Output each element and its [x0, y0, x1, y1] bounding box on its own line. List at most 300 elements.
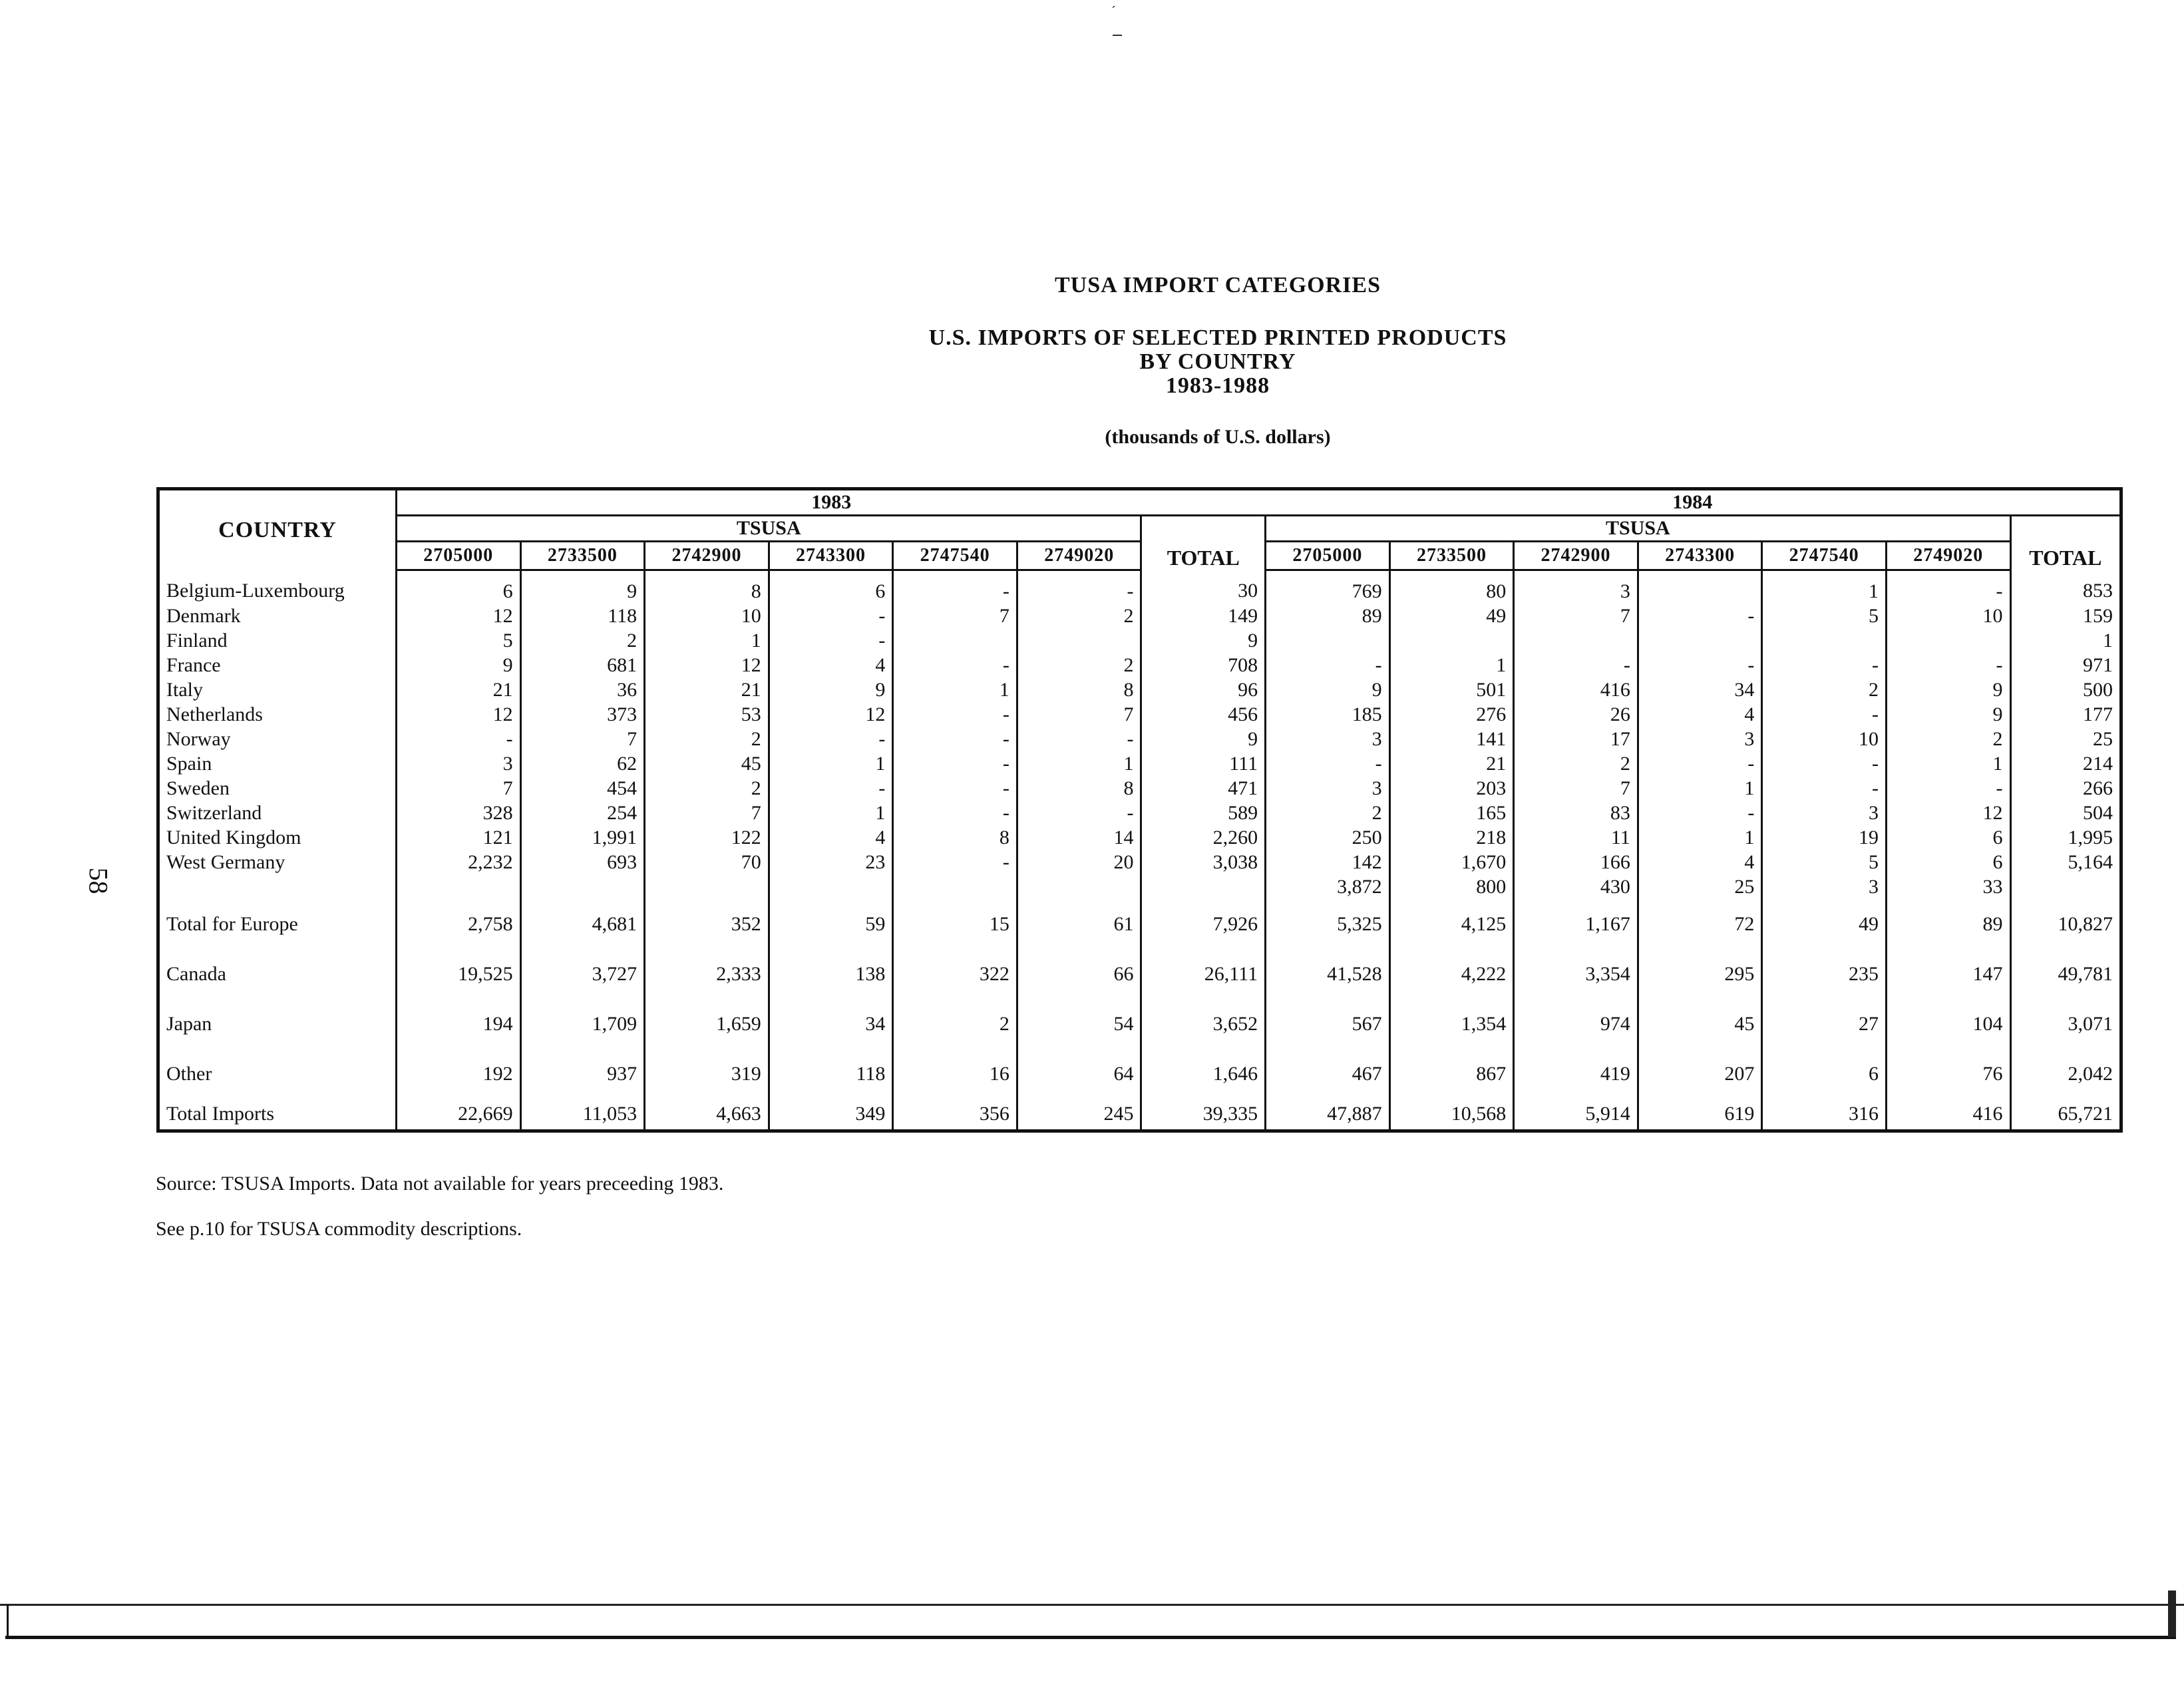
- country-name-cell: Belgium-Luxembourg: [158, 570, 397, 604]
- value-cell: -: [1638, 653, 1762, 677]
- value-cell: -: [1886, 570, 2010, 604]
- value-cell: 1,995: [2068, 827, 2113, 848]
- value-cell: 62: [520, 751, 645, 776]
- value-cell: 4,663: [645, 1099, 769, 1131]
- value-cell: 53: [645, 702, 769, 727]
- value-cell: 1,167: [1514, 899, 1638, 949]
- table-row: [158, 1099, 2121, 1131]
- value-cell: 64: [1017, 1049, 1141, 1099]
- country-name-cell: Japan: [158, 999, 397, 1049]
- value-cell: 21: [397, 677, 521, 702]
- table-row: [158, 999, 2121, 1049]
- value-cell: 3: [1266, 727, 1390, 751]
- value-cell: 3: [1514, 570, 1638, 604]
- country-name-cell: Switzerland: [158, 801, 397, 825]
- table-row: [158, 677, 2121, 702]
- value-cell: 3: [1762, 874, 1887, 899]
- bottom-bracket-right: [2168, 1590, 2176, 1637]
- value-cell: 192: [397, 1049, 521, 1099]
- value-cell: 61: [1017, 899, 1141, 949]
- value-cell: 319: [645, 1049, 769, 1099]
- value-cell: -: [1514, 653, 1638, 677]
- see-note: See p.10 for TSUSA commodity descriptions.: [156, 1218, 522, 1240]
- value-cell: -: [1762, 776, 1887, 801]
- imports-table: [156, 487, 2123, 1133]
- value-cell: 26,111: [1141, 949, 1266, 999]
- document-category-title: TUSA IMPORT CATEGORIES: [1055, 273, 1381, 297]
- value-cell: 3,872: [1266, 874, 1390, 899]
- value-cell: 467: [1266, 1049, 1390, 1099]
- value-cell: 2: [520, 628, 645, 653]
- table-row: [158, 825, 2121, 850]
- value-cell: 471: [1141, 776, 1266, 801]
- value-cell: 416: [1886, 1099, 2010, 1131]
- value-cell: 1: [1638, 776, 1762, 801]
- value-cell: 1: [1389, 653, 1514, 677]
- value-cell: -: [1017, 727, 1141, 751]
- table-row: [158, 899, 2121, 949]
- value-cell: 2: [1266, 801, 1390, 825]
- value-cell: 5: [1762, 604, 1887, 628]
- value-cell: 4: [1638, 702, 1762, 727]
- value-cell: 11: [1514, 825, 1638, 850]
- value-cell: 111: [1141, 751, 1266, 776]
- value-cell: 769: [1266, 570, 1390, 604]
- table-row: [158, 949, 2121, 999]
- value-cell: 185: [1266, 702, 1390, 727]
- code-header: 2747540: [893, 542, 1017, 570]
- value-cell: 7: [1514, 776, 1638, 801]
- value-cell: 1,659: [645, 999, 769, 1049]
- code-header: 2733500: [1389, 542, 1514, 570]
- value-cell: 6: [769, 570, 893, 604]
- table-row: [158, 874, 2121, 899]
- value-cell: 8: [1017, 776, 1141, 801]
- country-name-cell: Norway: [158, 727, 397, 751]
- code-header: 2747540: [1762, 542, 1887, 570]
- value-cell: [397, 874, 521, 899]
- value-cell: 8: [645, 570, 769, 604]
- value-cell: 1: [893, 677, 1017, 702]
- value-cell: [893, 874, 1017, 899]
- value-cell: 11,053: [520, 1099, 645, 1131]
- value-cell: -: [893, 801, 1017, 825]
- value-cell: 3,727: [520, 949, 645, 999]
- value-cell: 1,709: [520, 999, 645, 1049]
- value-cell: 12: [1886, 801, 2010, 825]
- value-cell: 25: [1638, 874, 1762, 899]
- country-name-cell: Total for Europe: [158, 899, 397, 949]
- value-cell: 4: [769, 825, 893, 850]
- value-cell: -: [893, 702, 1017, 727]
- code-header: 2705000: [397, 542, 521, 570]
- value-cell: -: [1762, 751, 1887, 776]
- value-cell: 1: [1886, 751, 2010, 776]
- value-cell: 2: [1017, 604, 1141, 628]
- country-name-cell: Netherlands: [158, 702, 397, 727]
- value-cell: 8: [893, 825, 1017, 850]
- value-cell: 693: [520, 850, 645, 874]
- year-1984-header: 1984: [1266, 489, 2121, 516]
- value-cell: 5,164: [2068, 851, 2113, 873]
- value-cell: 245: [1017, 1099, 1141, 1131]
- value-cell: 500: [2083, 679, 2113, 701]
- value-cell: 2,042: [2068, 1062, 2113, 1085]
- value-cell: 295: [1638, 949, 1762, 999]
- total-1983-header: TOTAL: [1141, 516, 1266, 570]
- value-cell: 49,781: [2058, 962, 2113, 985]
- value-cell: 15: [893, 899, 1017, 949]
- value-cell: -: [1638, 801, 1762, 825]
- value-cell: 34: [1638, 677, 1762, 702]
- value-cell: 3,652: [1141, 999, 1266, 1049]
- value-cell: 83: [1514, 801, 1638, 825]
- value-cell: 4,222: [1389, 949, 1514, 999]
- value-cell: 218: [1389, 825, 1514, 850]
- country-name-cell: Italy: [158, 677, 397, 702]
- value-cell: 14: [1017, 825, 1141, 850]
- value-cell: 30: [1141, 570, 1266, 604]
- units-caption: (thousands of U.S. dollars): [1105, 426, 1331, 448]
- value-cell: 72: [1638, 899, 1762, 949]
- value-cell: 2: [645, 727, 769, 751]
- value-cell: 47,887: [1266, 1099, 1390, 1131]
- value-cell: 76: [1886, 1049, 2010, 1099]
- value-cell: 10: [1886, 604, 2010, 628]
- country-name-cell: France: [158, 653, 397, 677]
- value-cell: 589: [1141, 801, 1266, 825]
- value-cell: 3,038: [1141, 850, 1266, 874]
- value-cell: 149: [1141, 604, 1266, 628]
- value-cell: 349: [769, 1099, 893, 1131]
- total-1984-header: TOTAL: [2010, 516, 2121, 570]
- value-cell: 971: [2083, 654, 2113, 676]
- value-cell: 6: [1886, 850, 2010, 874]
- value-cell: 214: [2083, 753, 2113, 775]
- value-cell: 9: [1266, 677, 1390, 702]
- value-cell: 266: [2083, 777, 2113, 799]
- value-cell: 165: [1389, 801, 1514, 825]
- value-cell: 853: [2083, 580, 2113, 602]
- code-header: 2749020: [1017, 542, 1141, 570]
- country-name-cell: Canada: [158, 949, 397, 999]
- page-number: 58: [83, 867, 114, 894]
- imports-table-body: [158, 570, 2121, 1131]
- value-cell: 9: [1886, 702, 2010, 727]
- value-cell: [1886, 628, 2010, 653]
- value-cell: -: [1762, 653, 1887, 677]
- value-cell: 10,827: [2058, 912, 2113, 935]
- value-cell: -: [893, 727, 1017, 751]
- bottom-rule: [5, 1636, 2176, 1639]
- value-cell: [1389, 628, 1514, 653]
- value-cell: 2: [1017, 653, 1141, 677]
- value-cell: [1017, 628, 1141, 653]
- value-cell: 3,071: [2068, 1012, 2113, 1035]
- value-cell: 373: [520, 702, 645, 727]
- value-cell: 8: [1017, 677, 1141, 702]
- value-cell: [1514, 628, 1638, 653]
- value-cell: 70: [645, 850, 769, 874]
- value-cell: 7: [1514, 604, 1638, 628]
- value-cell: 5: [1762, 850, 1887, 874]
- value-cell: [893, 628, 1017, 653]
- value-cell: 21: [645, 677, 769, 702]
- value-cell: [1638, 628, 1762, 653]
- value-cell: [769, 874, 893, 899]
- value-cell: 23: [769, 850, 893, 874]
- country-name-cell: Other: [158, 1049, 397, 1099]
- value-cell: 5,325: [1266, 899, 1390, 949]
- table-row: [158, 653, 2121, 677]
- code-header: 2705000: [1266, 542, 1390, 570]
- value-cell: 937: [520, 1049, 645, 1099]
- table-row: [158, 1049, 2121, 1099]
- value-cell: [2010, 874, 2121, 899]
- value-cell: [1141, 874, 1266, 899]
- value-cell: 12: [397, 702, 521, 727]
- value-cell: 250: [1266, 825, 1390, 850]
- value-cell: 456: [1141, 702, 1266, 727]
- value-cell: 36: [520, 677, 645, 702]
- value-cell: 1: [769, 751, 893, 776]
- country-name-cell: Spain: [158, 751, 397, 776]
- value-cell: 194: [397, 999, 521, 1049]
- value-cell: 49: [1762, 899, 1887, 949]
- value-cell: 9: [1886, 677, 2010, 702]
- value-cell: 3: [1638, 727, 1762, 751]
- value-cell: -: [397, 727, 521, 751]
- code-header: 2742900: [1514, 542, 1638, 570]
- value-cell: 2: [645, 776, 769, 801]
- value-cell: 147: [1886, 949, 2010, 999]
- top-tick-mark: ´: [1111, 4, 1116, 19]
- value-cell: 7: [397, 776, 521, 801]
- value-cell: [645, 874, 769, 899]
- value-cell: 3,354: [1514, 949, 1638, 999]
- bottom-rule-top: [0, 1604, 2184, 1606]
- value-cell: [520, 874, 645, 899]
- value-cell: 2,333: [645, 949, 769, 999]
- value-cell: [1017, 874, 1141, 899]
- value-cell: 5: [397, 628, 521, 653]
- value-cell: 708: [1141, 653, 1266, 677]
- value-cell: 20: [1017, 850, 1141, 874]
- value-cell: 203: [1389, 776, 1514, 801]
- value-cell: 166: [1514, 850, 1638, 874]
- value-cell: 10: [645, 604, 769, 628]
- title-line-1: U.S. IMPORTS OF SELECTED PRINTED PRODUCTS: [928, 325, 1507, 350]
- value-cell: 7: [520, 727, 645, 751]
- tsusa-1983-header: TSUSA: [397, 516, 1141, 542]
- value-cell: -: [1017, 570, 1141, 604]
- value-cell: 12: [645, 653, 769, 677]
- value-cell: 10,568: [1389, 1099, 1514, 1131]
- value-cell: 104: [1886, 999, 2010, 1049]
- table-row: [158, 850, 2121, 874]
- value-cell: -: [1266, 653, 1390, 677]
- value-cell: -: [769, 604, 893, 628]
- value-cell: -: [1886, 776, 2010, 801]
- value-cell: 416: [1514, 677, 1638, 702]
- value-cell: 142: [1266, 850, 1390, 874]
- value-cell: 159: [2083, 605, 2113, 627]
- value-cell: 34: [769, 999, 893, 1049]
- value-cell: 19: [1762, 825, 1887, 850]
- value-cell: [1638, 570, 1762, 604]
- table-row: [158, 776, 2121, 801]
- value-cell: -: [893, 751, 1017, 776]
- value-cell: -: [769, 628, 893, 653]
- value-cell: 454: [520, 776, 645, 801]
- code-header: 2743300: [1638, 542, 1762, 570]
- value-cell: 3: [397, 751, 521, 776]
- value-cell: 2,758: [397, 899, 521, 949]
- country-name-cell: West Germany: [158, 850, 397, 874]
- value-cell: 1: [1017, 751, 1141, 776]
- code-header: 2749020: [1886, 542, 2010, 570]
- value-cell: 2: [1886, 727, 2010, 751]
- country-name-cell: Denmark: [158, 604, 397, 628]
- value-cell: 3: [1762, 801, 1887, 825]
- title-line-3: 1983-1988: [1165, 373, 1270, 398]
- value-cell: -: [1886, 653, 2010, 677]
- value-cell: -: [893, 653, 1017, 677]
- country-name-cell: Sweden: [158, 776, 397, 801]
- value-cell: -: [769, 776, 893, 801]
- value-cell: 9: [1141, 727, 1266, 751]
- value-cell: 322: [893, 949, 1017, 999]
- value-cell: 4: [1638, 850, 1762, 874]
- value-cell: 7,926: [1141, 899, 1266, 949]
- value-cell: 49: [1389, 604, 1514, 628]
- value-cell: 419: [1514, 1049, 1638, 1099]
- value-cell: 501: [1389, 677, 1514, 702]
- value-cell: 25: [2093, 728, 2113, 750]
- value-cell: 7: [893, 604, 1017, 628]
- value-cell: -: [893, 570, 1017, 604]
- value-cell: 21: [1389, 751, 1514, 776]
- value-cell: 316: [1762, 1099, 1887, 1131]
- value-cell: 118: [769, 1049, 893, 1099]
- value-cell: 6: [1886, 825, 2010, 850]
- value-cell: 59: [769, 899, 893, 949]
- value-cell: -: [1762, 702, 1887, 727]
- value-cell: 118: [520, 604, 645, 628]
- value-cell: 1: [2103, 630, 2113, 652]
- value-cell: 7: [645, 801, 769, 825]
- value-cell: 16: [893, 1049, 1017, 1099]
- table-row: [158, 702, 2121, 727]
- value-cell: -: [1638, 604, 1762, 628]
- country-name-cell: [158, 874, 397, 899]
- value-cell: 6: [397, 570, 521, 604]
- value-cell: 328: [397, 801, 521, 825]
- value-cell: 1,991: [520, 825, 645, 850]
- value-cell: 681: [520, 653, 645, 677]
- value-cell: 89: [1266, 604, 1390, 628]
- value-cell: 80: [1389, 570, 1514, 604]
- value-cell: -: [1017, 801, 1141, 825]
- code-header: 2733500: [520, 542, 645, 570]
- value-cell: 9: [1141, 628, 1266, 653]
- value-cell: 4,125: [1389, 899, 1514, 949]
- value-cell: 9: [397, 653, 521, 677]
- value-cell: 9: [769, 677, 893, 702]
- country-name-cell: United Kingdom: [158, 825, 397, 850]
- value-cell: 2: [893, 999, 1017, 1049]
- value-cell: 254: [520, 801, 645, 825]
- value-cell: 39,335: [1141, 1099, 1266, 1131]
- value-cell: 800: [1389, 874, 1514, 899]
- value-cell: 17: [1514, 727, 1638, 751]
- value-cell: 41,528: [1266, 949, 1390, 999]
- value-cell: 6: [1762, 1049, 1887, 1099]
- tsusa-1984-header: TSUSA: [1266, 516, 2010, 542]
- value-cell: 66: [1017, 949, 1141, 999]
- table-row: [158, 727, 2121, 751]
- value-cell: 10: [1762, 727, 1887, 751]
- value-cell: 89: [1886, 899, 2010, 949]
- country-name-cell: Finland: [158, 628, 397, 653]
- document-title: [838, 326, 1597, 398]
- value-cell: 2: [1762, 677, 1887, 702]
- table-row: [158, 628, 2121, 653]
- value-cell: 45: [645, 751, 769, 776]
- top-dash-mark: [1113, 35, 1122, 36]
- table-row: [158, 751, 2121, 776]
- value-cell: 27: [1762, 999, 1887, 1049]
- value-cell: 235: [1762, 949, 1887, 999]
- value-cell: 356: [893, 1099, 1017, 1131]
- value-cell: 65,721: [2058, 1103, 2113, 1125]
- value-cell: 1,670: [1389, 850, 1514, 874]
- value-cell: 430: [1514, 874, 1638, 899]
- value-cell: 141: [1389, 727, 1514, 751]
- value-cell: 9: [520, 570, 645, 604]
- value-cell: 121: [397, 825, 521, 850]
- year-1983-header: 1983: [397, 489, 1266, 516]
- title-line-2: BY COUNTRY: [1139, 349, 1296, 374]
- value-cell: 33: [1886, 874, 2010, 899]
- value-cell: 276: [1389, 702, 1514, 727]
- value-cell: 4,681: [520, 899, 645, 949]
- source-note: Source: TSUSA Imports. Data not available for years preceeding 1983.: [156, 1173, 724, 1195]
- value-cell: 54: [1017, 999, 1141, 1049]
- value-cell: 619: [1638, 1099, 1762, 1131]
- value-cell: 4: [769, 653, 893, 677]
- table-row: [158, 604, 2121, 628]
- value-cell: -: [769, 727, 893, 751]
- value-cell: 1: [1762, 570, 1887, 604]
- value-cell: -: [1266, 751, 1390, 776]
- value-cell: 1: [769, 801, 893, 825]
- value-cell: 867: [1389, 1049, 1514, 1099]
- value-cell: 12: [769, 702, 893, 727]
- code-header: 2742900: [645, 542, 769, 570]
- value-cell: 1: [1638, 825, 1762, 850]
- value-cell: 138: [769, 949, 893, 999]
- value-cell: [1762, 628, 1887, 653]
- value-cell: 12: [397, 604, 521, 628]
- value-cell: -: [893, 850, 1017, 874]
- value-cell: 974: [1514, 999, 1638, 1049]
- value-cell: 122: [645, 825, 769, 850]
- value-cell: 1: [645, 628, 769, 653]
- value-cell: 26: [1514, 702, 1638, 727]
- country-column-header: COUNTRY: [158, 489, 397, 570]
- value-cell: 2: [1514, 751, 1638, 776]
